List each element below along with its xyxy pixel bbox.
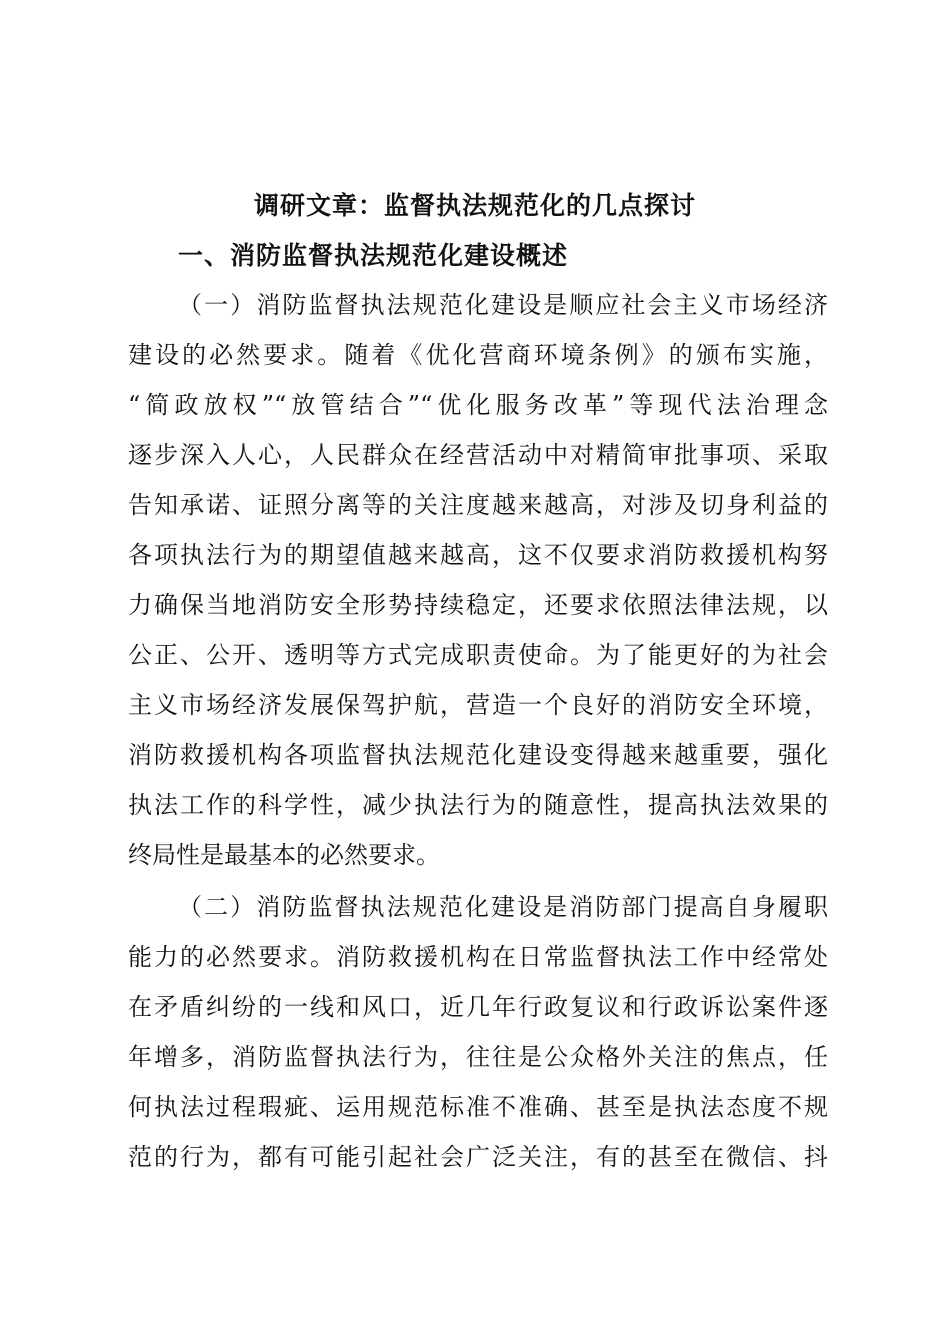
paragraph-2-line: （二）消防监督执法规范化建设是消防部门提高自身履职 [178, 893, 828, 921]
paragraph-1-line: 执法工作的科学性，减少执法行为的随意性，提高执法效果的 [128, 791, 828, 819]
paragraph-1-line: 消防救援机构各项监督执法规范化建设变得越来越重要，强化 [128, 741, 828, 769]
paragraph-1-line: “简政放权”“放管结合”“优化服务改革”等现代法治理念 [128, 391, 828, 419]
paragraph-1-line: 公正、公开、透明等方式完成职责使命。为了能更好的为社会 [128, 641, 828, 669]
paragraph-2-line: 范的行为，都有可能引起社会广泛关注，有的甚至在微信、抖 [128, 1143, 828, 1171]
paragraph-1-line: 力确保当地消防安全形势持续稳定，还要求依照法律法规，以 [128, 591, 828, 619]
paragraph-2-line: 何执法过程瑕疵、运用规范标准不准确、甚至是执法态度不规 [128, 1093, 828, 1121]
paragraph-1-line: 终局性是最基本的必然要求。 [128, 841, 440, 869]
paragraph-1-line: （一）消防监督执法规范化建设是顺应社会主义市场经济 [178, 291, 828, 319]
paragraph-1-line: 逐步深入人心，人民群众在经营活动中对精简审批事项、采取 [128, 441, 828, 469]
section-heading: 一、消防监督执法规范化建设概述 [178, 241, 569, 270]
document-title: 调研文章：监督执法规范化的几点探讨 [253, 191, 696, 220]
paragraph-1-line: 各项执法行为的期望值越来越高，这不仅要求消防救援机构努 [128, 541, 828, 569]
paragraph-1-line: 主义市场经济发展保驾护航，营造一个良好的消防安全环境， [128, 691, 828, 719]
paragraph-1-line: 建设的必然要求。随着《优化营商环境条例》的颁布实施， [128, 341, 828, 369]
paragraph-2-line: 在矛盾纠纷的一线和风口，近几年行政复议和行政诉讼案件逐 [128, 993, 828, 1021]
paragraph-2-line: 能力的必然要求。消防救援机构在日常监督执法工作中经常处 [128, 943, 828, 971]
paragraph-2-line: 年增多，消防监督执法行为，往往是公众格外关注的焦点，任 [128, 1043, 828, 1071]
paragraph-1-line: 告知承诺、证照分离等的关注度越来越高，对涉及切身利益的 [128, 491, 828, 519]
